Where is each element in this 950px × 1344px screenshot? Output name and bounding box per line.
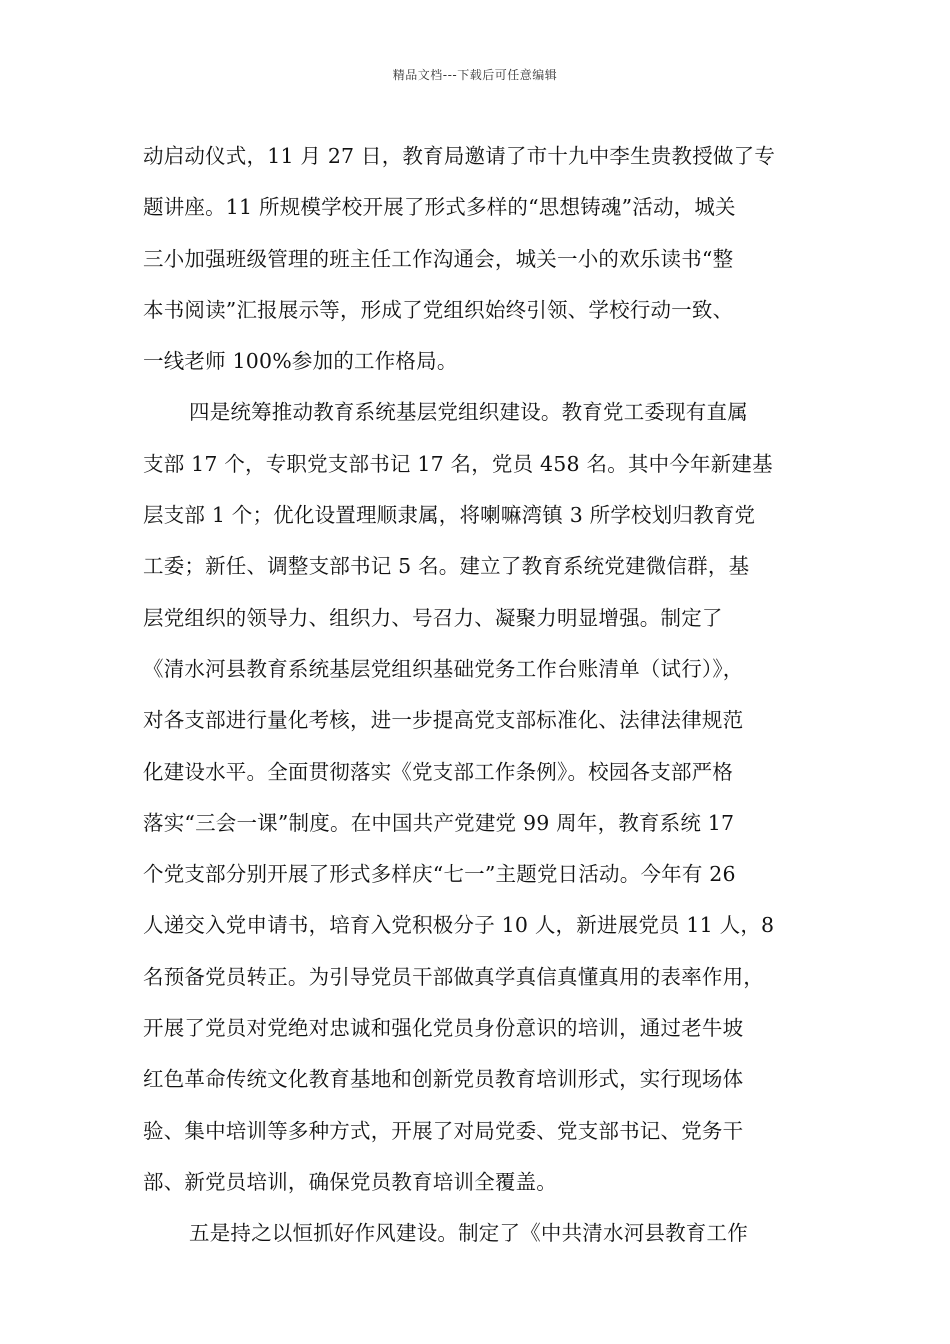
page-header: 精品文档---下载后可任意编辑 <box>392 68 558 82</box>
text-line: 部、新党员培训，确保党员教育培训全覆盖。 <box>143 1169 557 1194</box>
text-line: 开展了党员对党绝对忠诚和强化党员身份意识的培训，通过老牛坡 <box>143 1016 744 1041</box>
body-text <box>143 131 813 1260</box>
text-line: 三小加强班级管理的班主任工作沟通会，城关一小的欢乐读书“整 <box>143 246 734 271</box>
text-line: 红色革命传统文化教育基地和创新党员教育培训形式，实行现场体 <box>143 1067 744 1092</box>
text-line: 本书阅读”汇报展示等，形成了党组织始终引领、学校行动一致、 <box>143 297 734 322</box>
paragraph-start-line: 四是统筹推动教育系统基层党组织建设。教育党工委现有直属 <box>189 400 748 425</box>
text-line: 化建设水平。全面贯彻落实《党支部工作条例》。校园各支部严格 <box>143 759 734 784</box>
paragraph-start-line: 五是持之以恒抓好作风建设。制定了《中共清水河县教育工作 <box>189 1221 748 1246</box>
text-line: 落实“三会一课”制度。在中国共产党建党 99 周年，教育系统 17 <box>143 810 735 835</box>
text-line: 名预备党员转正。为引导党员干部做真学真信真懂真用的表率作用， <box>143 964 764 989</box>
text-line: 题讲座。11 所规模学校开展了形式多样的“思想铸魂”活动，城关 <box>143 195 736 220</box>
text-line: 层支部 1 个；优化设置理顺隶属，将喇嘛湾镇 3 所学校划归教育党 <box>143 503 756 528</box>
text-line: 对各支部进行量化考核，进一步提高党支部标准化、法律法律规范 <box>143 708 744 733</box>
text-line: 支部 17 个，专职党支部书记 17 名，党员 458 名。其中今年新建基 <box>143 451 773 476</box>
text-line: 动启动仪式，11 月 27 日，教育局邀请了市十九中李生贵教授做了专 <box>143 144 776 168</box>
text-line: 《清水河县教育系统基层党组织基础党务工作台账清单（试行）》， <box>143 656 744 681</box>
text-line: 工委；新任、调整支部书记 5 名。建立了教育系统党建微信群，基 <box>143 554 750 579</box>
text-line: 一线老师 100%参加的工作格局。 <box>143 349 458 374</box>
text-line: 层党组织的领导力、组织力、号召力、凝聚力明显增强。制定了 <box>143 605 723 630</box>
text-line: 个党支部分别开展了形式多样庆“七一”主题党日活动。今年有 26 <box>143 862 736 887</box>
text-line: 人递交入党申请书，培育入党积极分子 10 人，新进展党员 11 人，8 <box>143 913 775 938</box>
text-line: 验、集中培训等多种方式，开展了对局党委、党支部书记、党务干 <box>143 1118 744 1143</box>
